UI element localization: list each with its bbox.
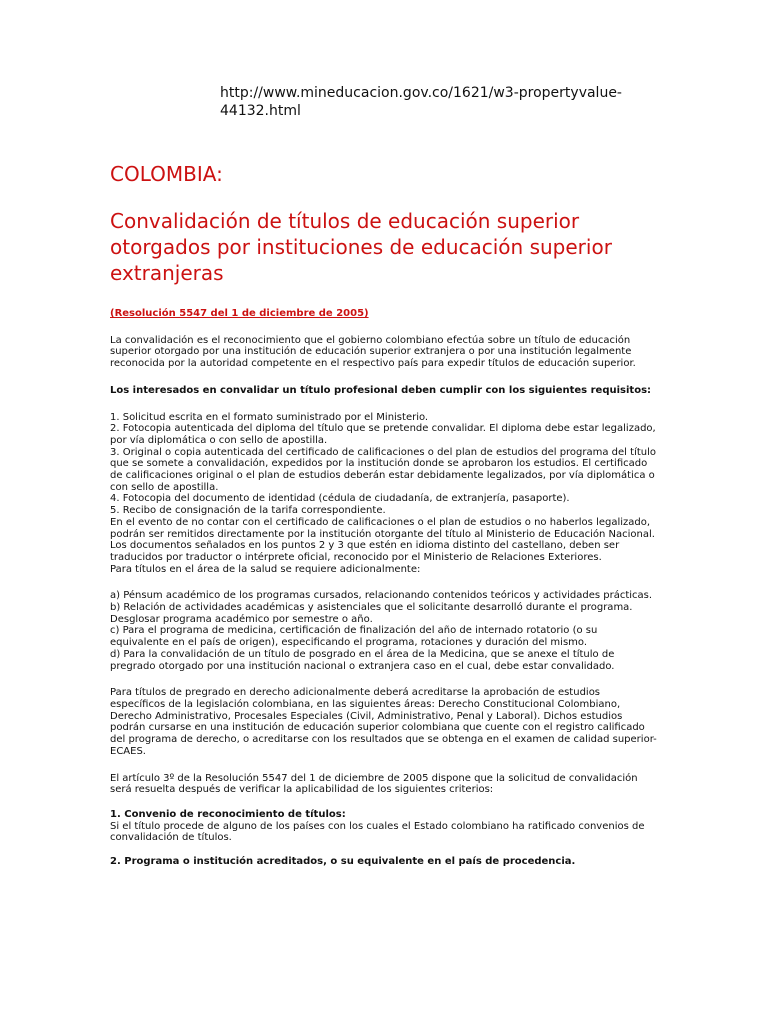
list-item: 5. Recibo de consignación de la tarifa correspondiente. — [110, 505, 386, 517]
article-paragraph: El artículo 3º de la Resolución 5547 del 1 de diciembre de 2005 dispone que la solicitud de convalidación será resuelta después de verificar la aplicabilidad de los siguientes criterios: — [110, 772, 638, 796]
resolution-reference: (Resolución 5547 del 1 de diciembre de 2005) — [110, 308, 369, 319]
list-item: b) Relación de actividades académicas y asistenciales que el solicitante desarrolló durante el programa. Desglosar programa académico por semestre o año. — [110, 602, 633, 625]
list-item: Para títulos en el área de la salud se requiere adicionalmente: — [110, 563, 421, 575]
law-paragraph: Para títulos de pregrado en derecho adicionalmente deberá acreditarse la aprobación de estudios específicos de la legislación colombiana, en las siguientes áreas: Derecho Constitucional Colombiano, Derecho Administrativo, Procesales Especiales (Civil, Administrativo, Penal y Laboral). Dichos estudios podrán cursarse en una institución de educación superior colombiana que cuente con el registro calificado del programa de derecho, o acreditarse con los resultados que se obtenga en el examen de calidad superior-ECAES. — [110, 687, 657, 757]
country-heading: COLOMBIA: — [110, 162, 223, 186]
list-item: 3. Original o copia autenticada del certificado de calificaciones o del plan de estudios del programa del título que se somete a convalidación, expedidos por la institución donde se aprobaron los estudios. El certificado de calificaciones original o el plan de estudios deberán estar debidamente legalizados, por vía diplomática o con sello de apostilla. — [110, 446, 656, 493]
list-item: a) Pénsum académico de los programas cursados, relacionando contenidos teóricos y actividades prácticas. — [110, 590, 653, 602]
list-item: 2. Fotocopia autenticada del diploma del título que se pretende convalidar. El diploma debe estar legalizado, por vía diplomática o con sello de apostilla. — [110, 423, 656, 446]
source-url: http://www.mineducacion.gov.co/1621/w3-propertyvalue-44132.html — [220, 85, 622, 119]
list-item: En el evento de no contar con el certificado de calificaciones o el plan de estudios o no haberlos legalizado, podrán ser remitidos directamente por la institución otorgante del título al Ministerio de Educación Nacional. Los documentos señalados en los puntos 2 y 3 que estén en idioma distinto del castellano, deben ser traducidos por traductor o intérprete oficial, reconocido por el Ministerio de Relaciones Exteriores. — [110, 516, 655, 563]
criterion-2-heading: 2. Programa o institución acreditados, o su equivalente en el país de procedencia. — [110, 856, 576, 868]
criterion-1-text: Si el título procede de alguno de los países con los cuales el Estado colombiano ha ratificado convenios de convalidación de títulos. — [110, 820, 645, 844]
criterion-1-heading: 1. Convenio de reconocimiento de títulos: — [110, 808, 346, 820]
intro-paragraph: La convalidación es el reconocimiento que el gobierno colombiano efectúa sobre un título de educación superior otorgado por una institución de educación superior extranjera o por una institución legalmente reconocida por la autoridad competente en el respectivo país para expedir títulos de educación superior. — [110, 334, 636, 370]
requirements-list — [110, 412, 658, 576]
list-item: c) Para el programa de medicina, certificación de finalización del año de internado rotatorio (o su equivalente en el país de origen), especificando el programa, rotaciones y duración del mismo. — [110, 625, 598, 649]
document-title: Convalidación de títulos de educación superior otorgados por instituciones de educación superior extranjeras — [110, 209, 612, 285]
list-item: d) Para la convalidación de un título de posgrado en el área de la Medicina, que se anexe el título de pregrado otorgado por una institución nacional o extranjera caso en el cual, debe estar convalidado. — [110, 648, 615, 672]
list-item: 1. Solicitud escrita en el formato suministrado por el Ministerio. — [110, 411, 429, 423]
list-item: 4. Fotocopia del documento de identidad (cédula de ciudadanía, de extranjería, pasaporte). — [110, 493, 570, 505]
health-requirements-list — [110, 590, 658, 672]
document-body — [110, 308, 658, 868]
requirements-heading: Los interesados en convalidar un título profesional deben cumplir con los siguientes requisitos: — [110, 384, 652, 396]
